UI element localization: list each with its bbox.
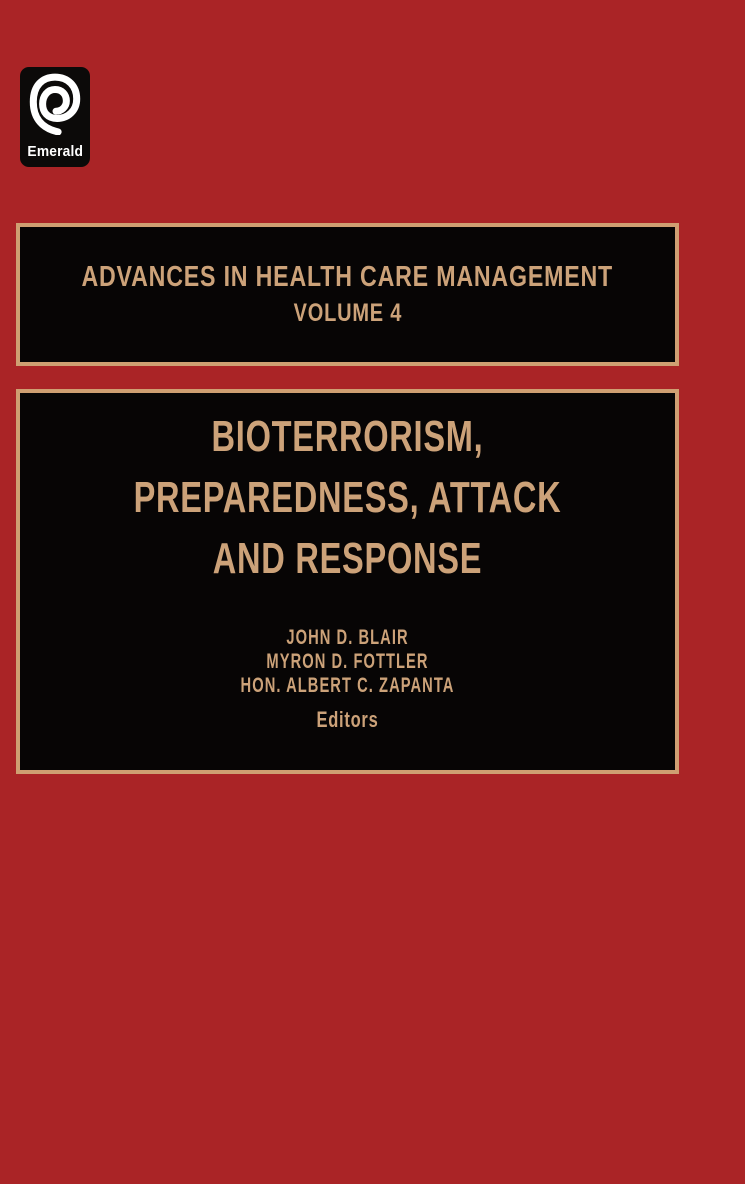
title-panel [16,389,679,774]
series-panel [16,223,679,366]
book-title-line-2: PREPAREDNESS, ATTACK [133,473,562,522]
emerald-spiral-e-icon [29,73,81,135]
book-title [105,406,590,589]
editor-name-1: JOHN D. BLAIR [286,626,409,649]
editor-name-3: HON. ALBERT C. ZAPANTA [240,674,455,697]
series-title: ADVANCES IN HEALTH CARE MANAGEMENT [81,260,614,293]
editor-name-2: MYRON D. FOTTLER [266,650,429,673]
editors-list [118,626,577,698]
publisher-logo [20,67,90,167]
book-title-line-3: AND RESPONSE [212,534,483,583]
book-title-line-1: BIOTERRORISM, [211,412,484,461]
publisher-name: Emerald [27,143,83,160]
editors-label: Editors [316,707,379,732]
series-volume: VOLUME 4 [293,298,402,327]
